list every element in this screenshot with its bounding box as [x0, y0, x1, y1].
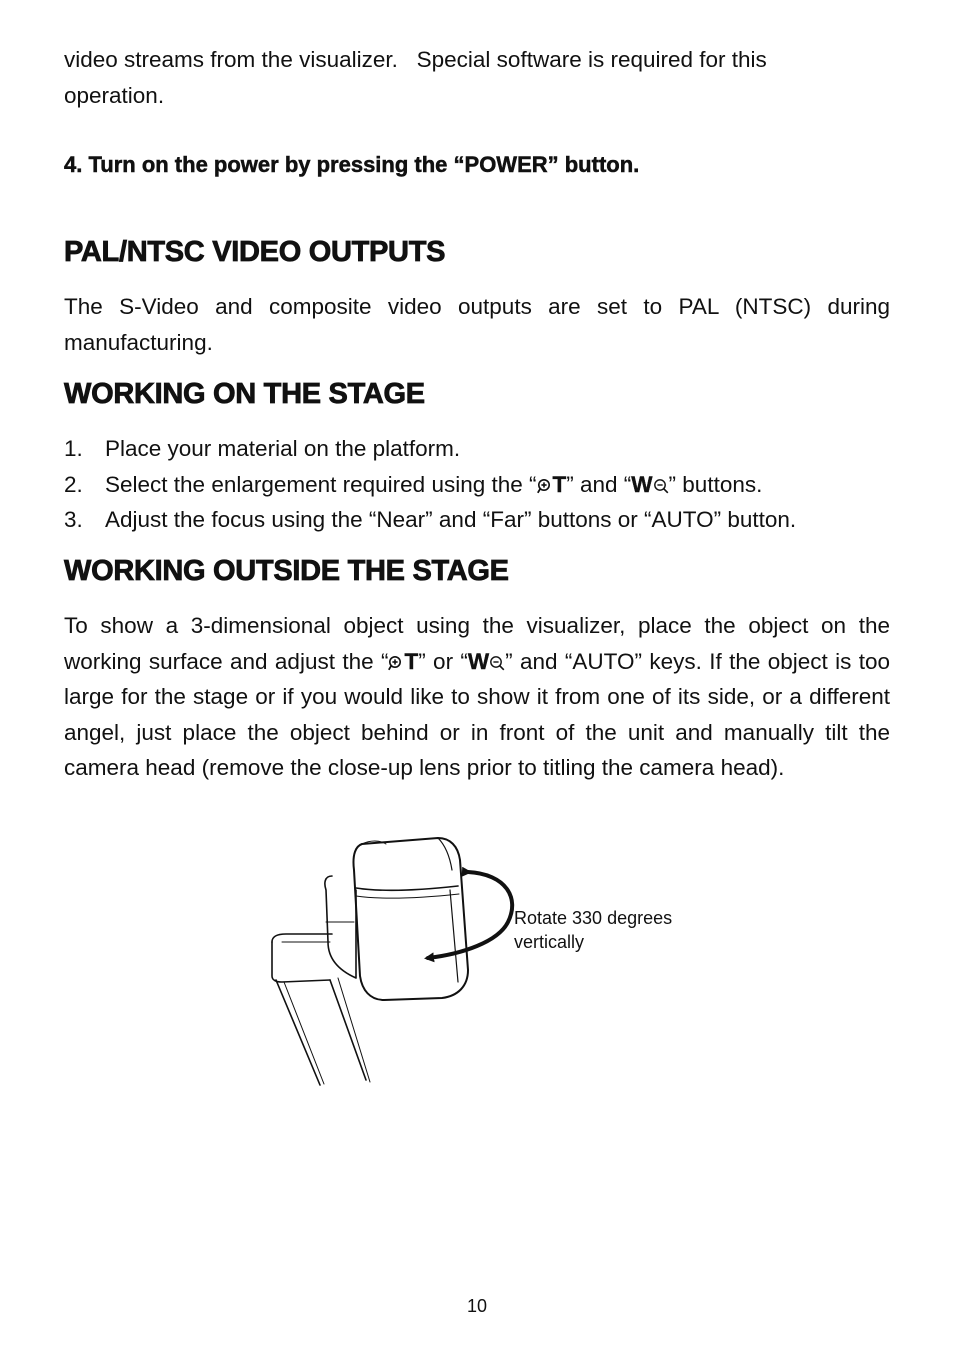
step-4-instruction: 4. Turn on the power by pressing the “POWER” button.: [64, 152, 640, 177]
rotation-caption: [514, 906, 672, 954]
outside-body-before: To show a 3-dimensional object using the visualizer, place the object on the working surface and adjust the “: [64, 613, 890, 674]
zoom-in-icon: [537, 478, 553, 494]
tele-key-label: T: [552, 471, 567, 497]
tele-key-label: T: [404, 648, 419, 674]
stage-steps-list: [64, 431, 904, 538]
camera-head-illustration: [262, 830, 562, 1090]
working-outside-stage-heading: WORKING OUTSIDE THE STAGE: [64, 555, 509, 587]
page-number: 10: [466, 1296, 488, 1316]
rotation-caption-line-2: vertically: [514, 932, 585, 952]
outside-body-after: ” and “AUTO” keys. If the object is too large for the stage or if you would like to show it from one of its side, or a different angel, just place the object behind or in front of the unit and manually tilt the camera head (remove the close-up lens prior to titling the camera head).: [64, 648, 890, 780]
list-item: [64, 467, 904, 503]
wide-key-label: W: [467, 648, 490, 674]
list-item-text-before: Select the enlargement required using the “: [105, 471, 537, 497]
intro-line-1: video streams from the visualizer. Special software is required for this: [64, 47, 767, 72]
list-item-text-middle: ” and “: [566, 471, 632, 497]
intro-line-2: operation.: [64, 82, 165, 108]
list-item: [64, 431, 904, 467]
wide-key-label: W: [631, 471, 653, 497]
zoom-in-icon: [388, 655, 404, 671]
list-item-number: 3.: [64, 507, 83, 532]
list-item: [64, 502, 904, 538]
zoom-out-icon: [653, 478, 669, 494]
intro-paragraph: [64, 42, 890, 113]
pal-ntsc-body: The S-Video and composite video outputs are set to PAL (NTSC) during manufacturing.: [64, 294, 890, 355]
outside-body-middle: ” or “: [418, 648, 468, 674]
pal-ntsc-heading: PAL/NTSC VIDEO OUTPUTS: [64, 236, 446, 268]
outside-stage-body: [64, 608, 890, 786]
zoom-out-icon: [489, 655, 505, 671]
list-item-text: Adjust the focus using the “Near” and “Far” buttons or “AUTO” button.: [105, 507, 797, 532]
rotation-caption-line-1: Rotate 330 degrees: [514, 908, 673, 928]
working-on-stage-heading: WORKING ON THE STAGE: [64, 378, 425, 410]
list-item-text-after: ” buttons.: [668, 471, 763, 497]
list-item-number: 1.: [64, 436, 83, 461]
list-item-number: 2.: [64, 471, 83, 497]
list-item-text: Place your material on the platform.: [105, 436, 461, 461]
